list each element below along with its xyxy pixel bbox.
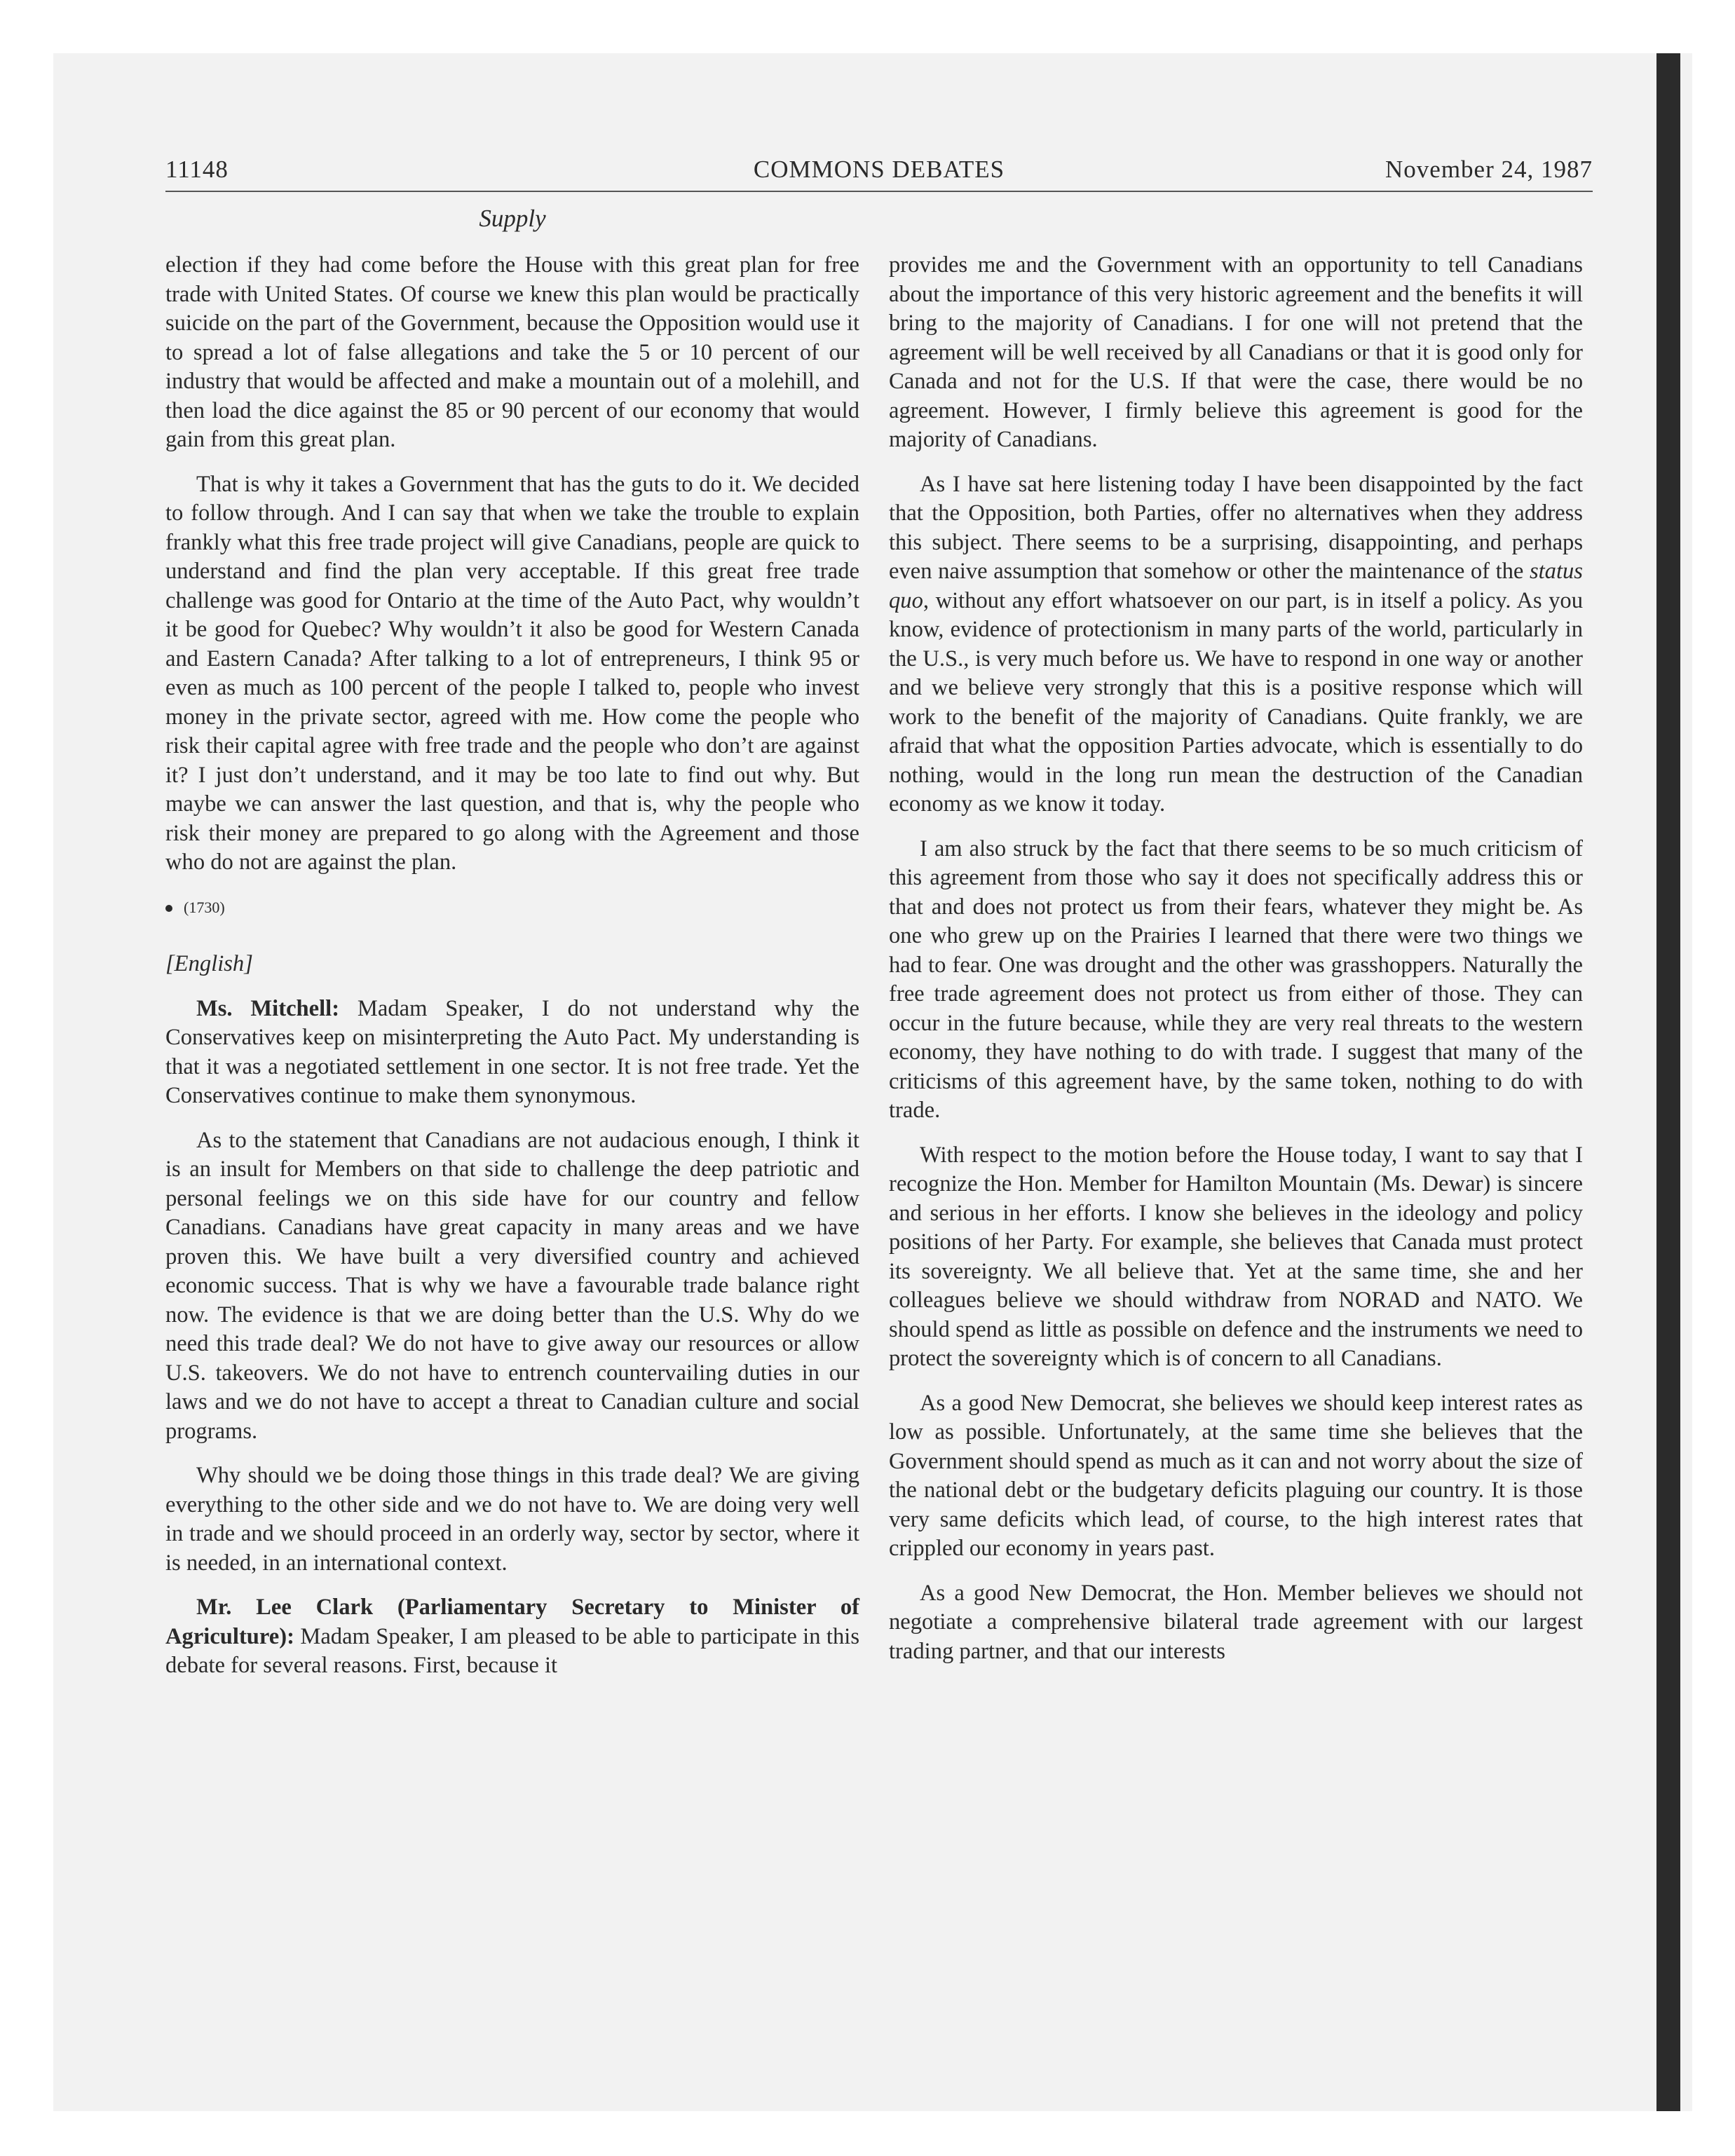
time-marker	[165, 893, 859, 922]
section-title: Supply	[479, 205, 546, 232]
paragraph: That is why it takes a Government that has the guts to do it. We decided to follow through. And I can say that when we take the trouble to explain frankly what this free trade project will give Canadians, people are quick to understand and find the plan very acceptable. If this great free trade challenge was good for Ontario at the time of the Auto Pact, why wouldn’t it be good for Quebec? Why wouldn’t it also be good for Western Canada and Eastern Canada? After talking to a lot of entrepreneurs, I think 95 or even as much as 100 percent of the people I talked to, people who invest money in the private sector, agreed with me. How come the people who risk their capital agree with free trade and the people who don’t are against it? I just don’t understand, and it may be too late to find out why. But maybe we can answer the last question, and that is, why the people who risk their money are prepared to go along with the Agreement and those who do not are against the plan.	[165, 471, 859, 875]
italic-phrase: status quo	[889, 559, 1583, 613]
paragraph	[889, 470, 1583, 819]
paragraph-text: , without any effort whatsoever on our part, is in itself a policy. As you know, evidence of protectionism in many parts of the world, particularly in the U.S., is very much before us. We have to respond in one way or another and we believe very strongly that this is a positive response which will work to the benefit of the majority of Canadians. Quite frankly, we are afraid that what the opposition Parties advocate, which is essentially to do nothing, would in the long run mean the destruction of the Canadian economy as we know it today.	[889, 587, 1583, 817]
paragraph: As a good New Democrat, she believes we should keep interest rates as low as possible. Unfortunately, at the same time she believes that the Government should spend as much as it can and not worry about the size of the national debt or the budgetary deficits plaguing our country. It is those very same deficits which lead, of course, to the high interest rates that crippled our economy in years past.	[889, 1390, 1583, 1561]
paragraph: Why should we be doing those things in this trade deal? We are giving everything to the other side and we do not have to. We are doing very well in trade and we should proceed in an orderly way, sector by sector, where it is needed, in an international context.	[165, 1463, 859, 1576]
paragraph: I am also struck by the fact that there seems to be so much criticism of this agreement from those who say it does not specifically address this or that and does not protect us from their fears, whatever they might be. As one who grew up on the Prairies I learned that there were two things we had to fear. One was drought and the other was grasshoppers. Naturally the free trade agreement does not protect us from either of those. They can occur in the future because, while they are very real threats to the western economy, they have nothing to do with trade. I suggest that many of the criticisms of this agreement have, by the same token, nothing to do with trade.	[889, 835, 1583, 1123]
paragraph: As to the statement that Canadians are not audacious enough, I think it is an insult for Members on that side to challenge the deep patriotic and personal feelings we on this side have for our country and fellow Canadians. Canadians have great capacity in many areas and we have proven this. We have built a very diversified country and achieved economic success. That is why we have a favourable trade balance right now. The evidence is that we are doing better than the U.S. Why do we need this trade deal? We do not have to give away our resources or allow U.S. takeovers. We do not have to entrench countervailing duties in our laws and we do not have to accept a threat to Canadian culture and social programs.	[165, 1127, 859, 1444]
paragraph-text: As I have sat here listening today I have been disappointed by the fact that the Opposition, both Parties, offer no alternatives when they address this subject. There seems to be a surprising, disappointing, and perhaps even naive assumption that somehow or other the maintenance of the	[889, 471, 1583, 584]
speaker-name: Ms. Mitchell:	[196, 995, 340, 1021]
publication-title: COMMONS DEBATES	[753, 156, 1005, 183]
paragraph	[165, 1593, 859, 1681]
language-tag: [English]	[165, 951, 253, 976]
left-column	[165, 251, 859, 1696]
speaker-name: Mr. Lee Clark (Parliamentary Secretary to Minister of Agriculture):	[165, 1595, 859, 1649]
page-header	[165, 156, 1593, 191]
paragraph-text: Madam Speaker, I do not understand why the Conservatives keep on misinterpreting the Auto Pact. My understanding is that it was a negotiated settlement in one sector. It is not free trade. Yet the Conservatives continue to make them synonymous.	[165, 995, 860, 1108]
paragraph: provides me and the Government with an opportunity to tell Canadians about the importance of this very historic agreement and the benefits it will bring to the majority of Canadians. I for one will not pretend that the agreement will be well received by all Canadians or that it is good only for Canada and not for the U.S. If that were the case, there would be no agreement. However, I firmly believe this agreement is good for the majority of Canadians.	[889, 252, 1583, 452]
scan-edge-shadow	[1656, 53, 1680, 2111]
paragraph: election if they had come before the House with this great plan for free trade with United States. Of course we knew this plan would be practically suicide on the part of the Government, because the Opposition would use it to spread a lot of false allegations and take the 5 or 10 percent of our industry that would be affected and make a mountain out of a molehill, and then load the dice against the 85 or 90 percent of our economy that would gain from this great plan.	[165, 252, 859, 452]
bullet-icon	[165, 905, 172, 912]
publication-date: November 24, 1987	[1385, 156, 1593, 183]
page-number: 11148	[165, 156, 229, 183]
paragraph-text: Madam Speaker, I am pleased to be able to participate in this debate for several reasons. First, because it	[165, 1623, 859, 1678]
header-rule	[165, 191, 1593, 192]
right-column	[889, 251, 1583, 1681]
paragraph: As a good New Democrat, the Hon. Member believes we should not negotiate a comprehensive bilateral trade agreement with our largest trading partner, and that our interests	[889, 1580, 1583, 1664]
time-marker-text: (1730)	[184, 898, 225, 916]
paragraph: With respect to the motion before the House today, I want to say that I recognize the Hon. Member for Hamilton Mountain (Ms. Dewar) is sincere and serious in her efforts. I know she believes in the ideology and policy positions of her Party. For example, she believes that Canada must protect its sovereignty. We all believe that. Yet at the same time, she and her colleagues believe we should withdraw from NORAD and NATO. We should spend as little as possible on defence and the instruments we need to protect the sovereignty which is of concern to all Canadians.	[889, 1142, 1583, 1371]
paragraph	[165, 995, 859, 1111]
